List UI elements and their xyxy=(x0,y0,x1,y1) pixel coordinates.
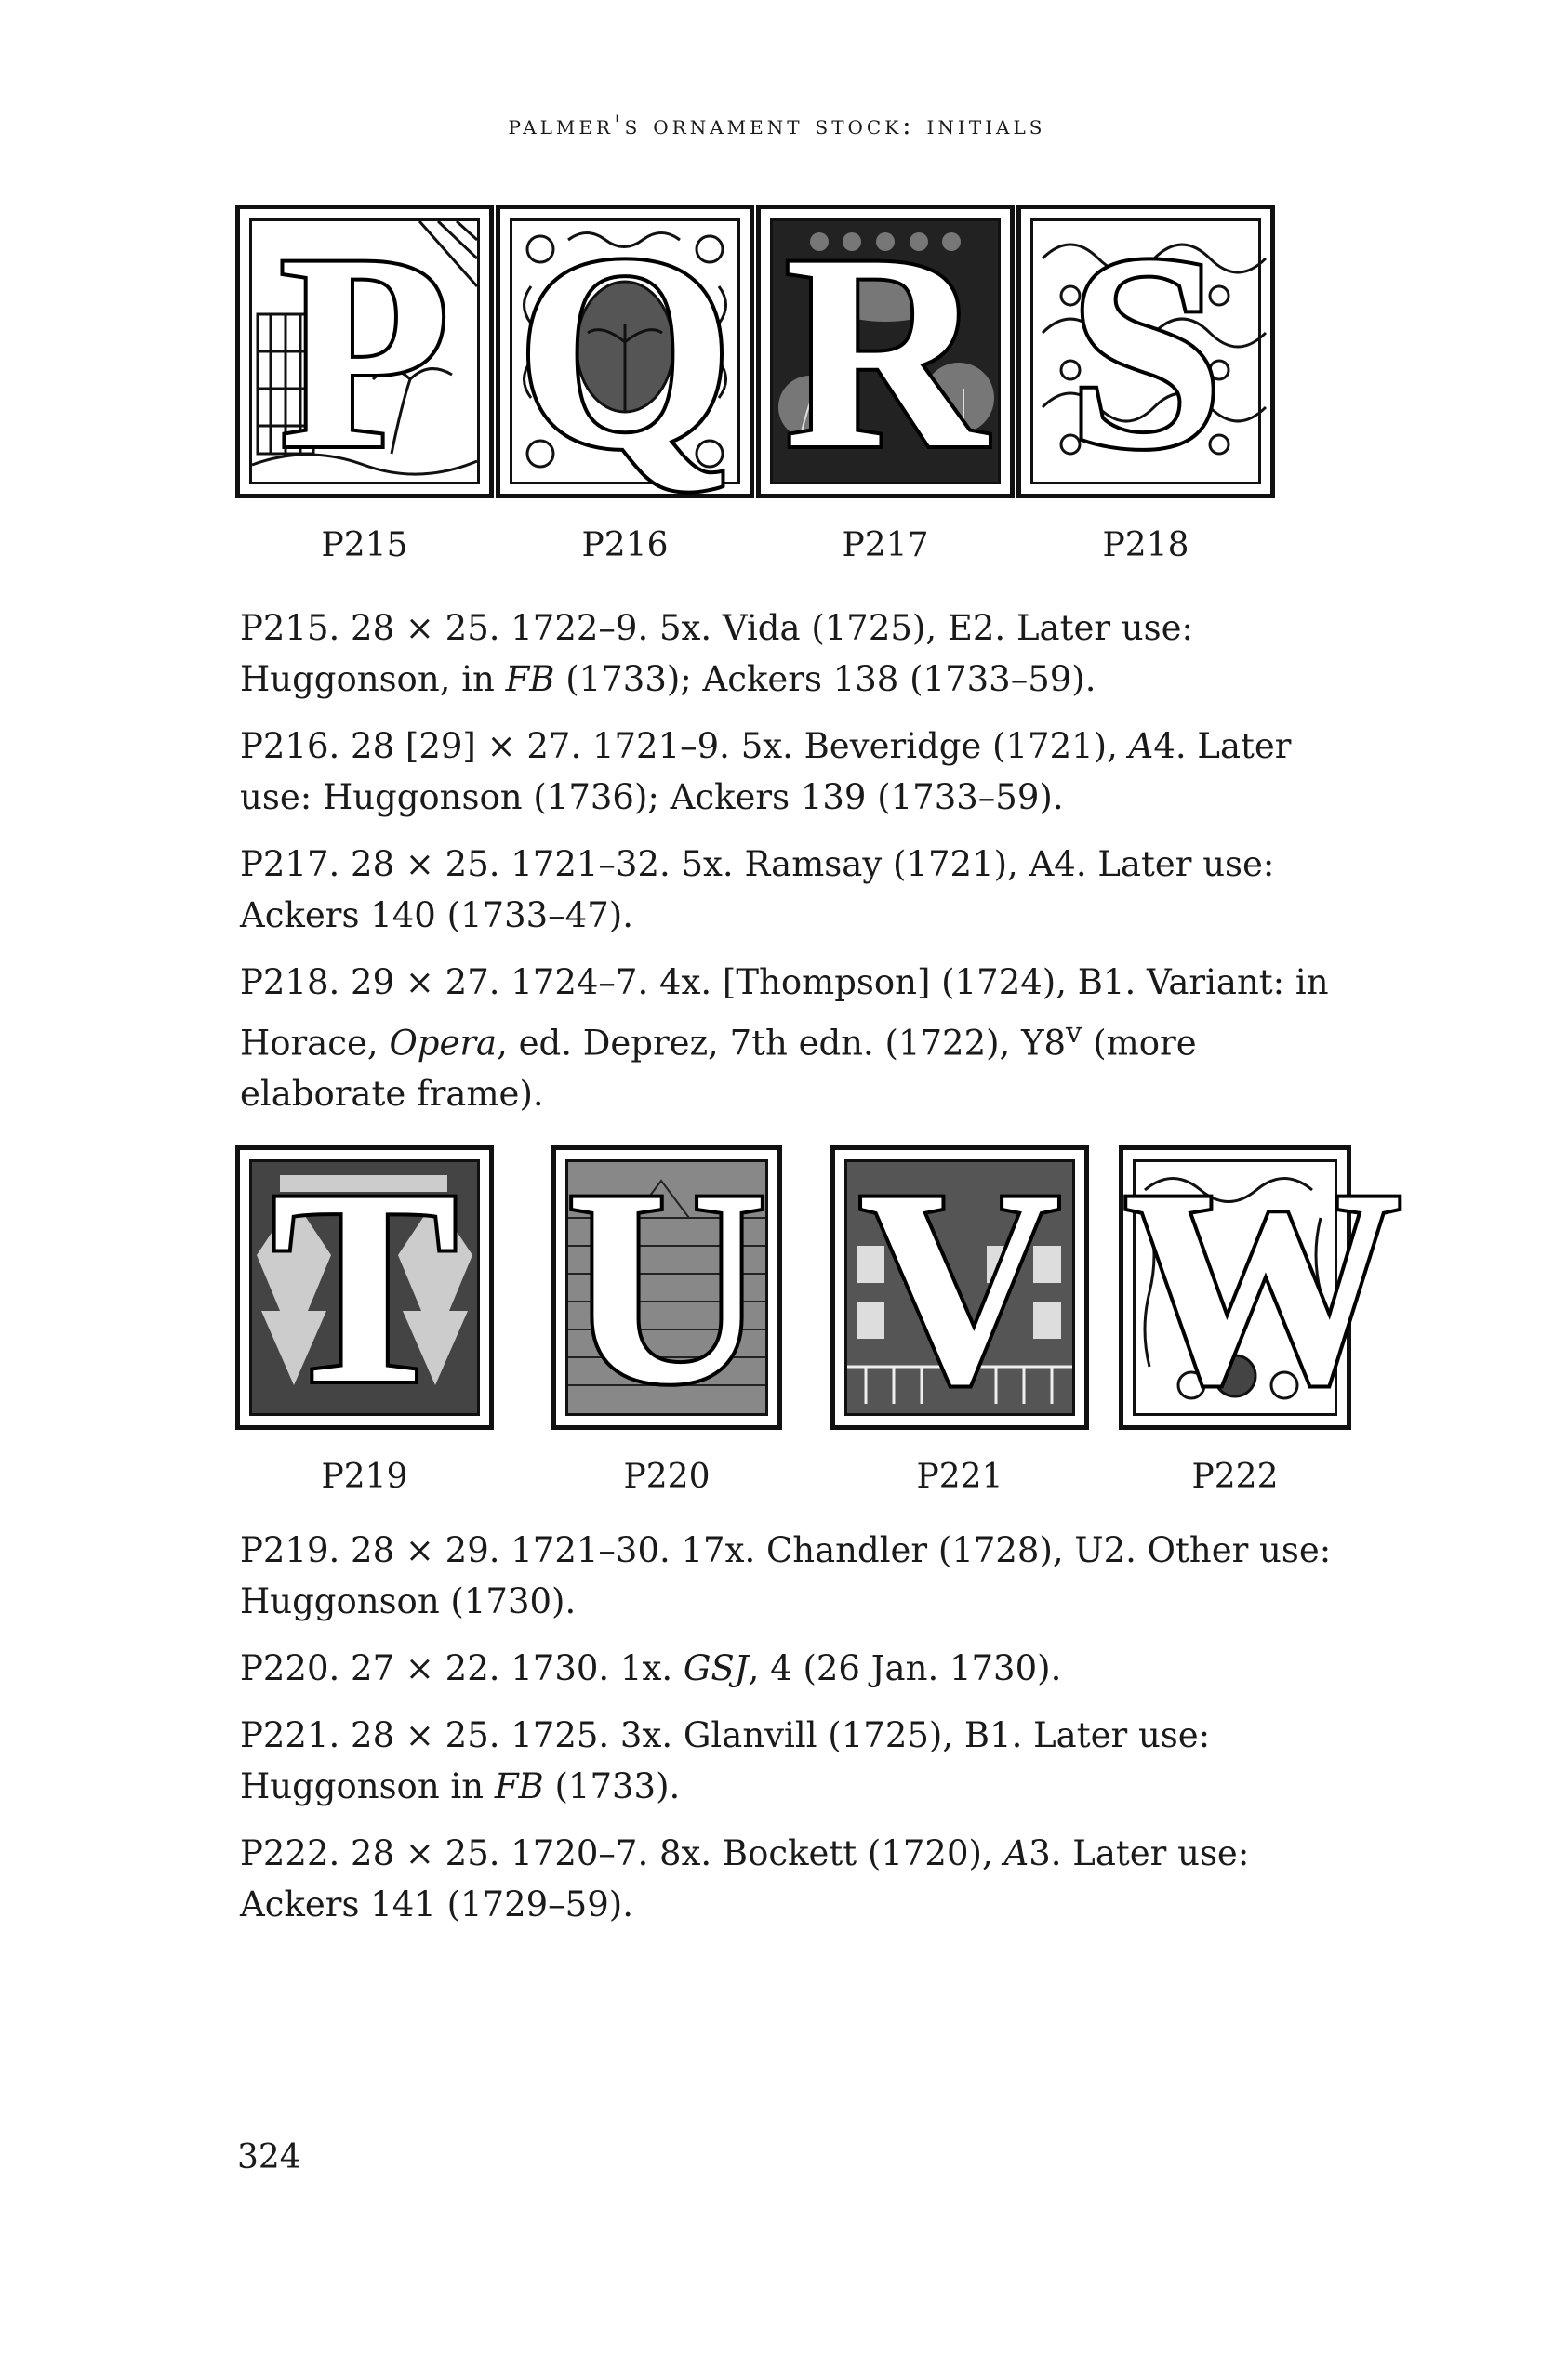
catalogue-entry: P222. 28 × 25. 1720–7. 8x. Bockett (1720), A3. Later use: Ackers 141 (1729–59). xyxy=(240,1833,1250,1924)
catalogue-entry: P215. 28 × 25. 1722–9. 5x. Vida (1725), E2. Later use: Huggonson, in FB (1733); Ackers 138 (1733–59). xyxy=(240,608,1193,699)
catalogue-entry: P221. 28 × 25. 1725. 3x. Glanvill (1725), B1. Later use: Huggonson in FB (1733). xyxy=(240,1715,1211,1806)
tile-caption: P220 xyxy=(623,1458,711,1496)
initial-tile-r xyxy=(756,197,1015,506)
initial-letter: P xyxy=(279,197,450,506)
initials-row-2 xyxy=(235,1132,1402,1443)
initial-letter: S xyxy=(1068,197,1224,506)
catalogue-entries-2 xyxy=(240,1525,1370,1946)
initial-tile-v xyxy=(830,1132,1089,1441)
tile-caption: P216 xyxy=(581,526,669,564)
initial-letter: Q xyxy=(516,197,734,506)
initial-letter: R xyxy=(784,197,987,506)
tile-caption: P218 xyxy=(1102,526,1189,564)
catalogue-entry: P218. 29 × 27. 1724–7. 4x. [Thompson] (1724), B1. Variant: in Horace, Opera, ed. Deprez, 7th edn. (1722), Y8$^v$ (more elaborate frame). xyxy=(240,962,1329,1115)
tile-caption: P221 xyxy=(916,1458,1003,1496)
tile-caption: P219 xyxy=(321,1458,408,1496)
initial-letter: W xyxy=(1123,1132,1402,1441)
catalogue-entry: P219. 28 × 29. 1721–30. 17x. Chandler (1728), U2. Other use: Huggonson (1730). xyxy=(240,1530,1332,1621)
tile-caption: P217 xyxy=(842,526,929,564)
initial-letter: V xyxy=(858,1132,1061,1441)
initials-row-1 xyxy=(235,197,1277,506)
initial-tile-w xyxy=(1119,1132,1402,1441)
tile-caption: P222 xyxy=(1191,1458,1279,1496)
initial-letter: U xyxy=(565,1132,768,1441)
catalogue-entry: P220. 27 × 22. 1730. 1x. GSJ, 4 (26 Jan. 1730). xyxy=(240,1648,1062,1688)
initial-tile-p xyxy=(235,197,494,506)
initial-tile-t xyxy=(235,1132,494,1441)
tile-caption: P215 xyxy=(321,526,408,564)
initial-tile-u xyxy=(551,1132,782,1441)
initial-letter: T xyxy=(271,1132,458,1441)
page-number: 324 xyxy=(237,2138,301,2176)
catalogue-entry: P216. 28 [29] × 27. 1721–9. 5x. Beveridge (1721), A4. Later use: Huggonson (1736); Ackers 139 (1733–59). xyxy=(240,726,1292,817)
initial-tile-q xyxy=(496,197,754,506)
catalogue-entry: P217. 28 × 25. 1721–32. 5x. Ramsay (1721), A4. Later use: Ackers 140 (1733–47). xyxy=(240,844,1275,935)
running-head: palmer's ornament stock: initials xyxy=(508,110,1046,140)
initial-tile-s xyxy=(1016,197,1275,506)
catalogue-entries-1 xyxy=(240,602,1370,1135)
